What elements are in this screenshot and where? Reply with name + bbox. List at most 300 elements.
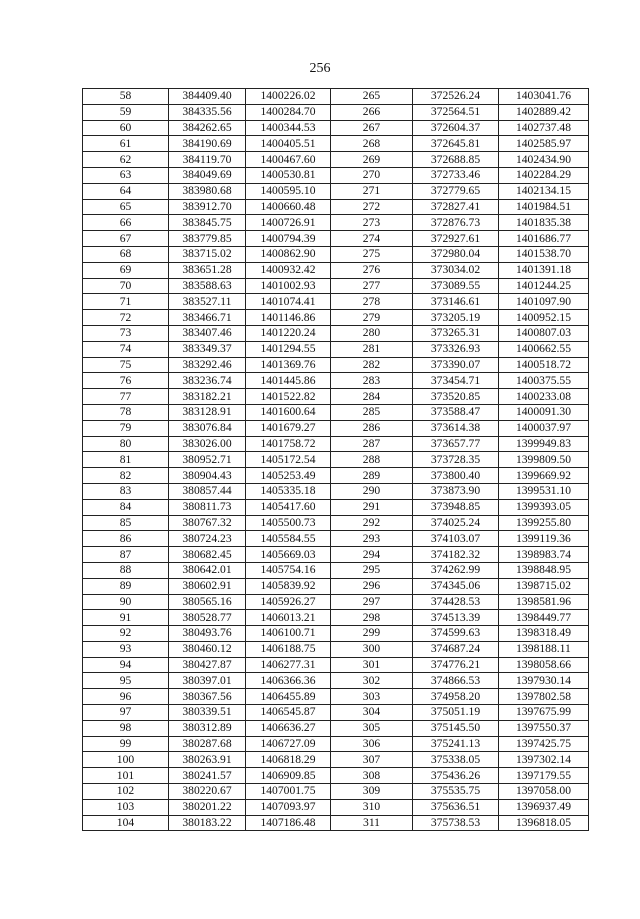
y-coordinate-right: 1398058.66 — [499, 657, 589, 673]
point-number-left: 94 — [83, 657, 169, 673]
y-coordinate-right: 1401835.38 — [499, 215, 589, 231]
y-coordinate-right: 1402737.48 — [499, 120, 589, 136]
x-coordinate-right: 373800.40 — [413, 468, 499, 484]
point-number-left: 92 — [83, 626, 169, 642]
y-coordinate-left: 1406727.09 — [246, 736, 331, 752]
point-number-left: 71 — [83, 294, 169, 310]
y-coordinate-left: 1406277.31 — [246, 657, 331, 673]
table-row — [83, 705, 589, 721]
table-row — [83, 199, 589, 215]
x-coordinate-right: 374428.53 — [413, 594, 499, 610]
point-number-right: 284 — [331, 389, 413, 405]
y-coordinate-left: 1407186.48 — [246, 815, 331, 831]
point-number-left: 91 — [83, 610, 169, 626]
point-number-left: 104 — [83, 815, 169, 831]
point-number-right: 266 — [331, 104, 413, 120]
y-coordinate-left: 1406455.89 — [246, 689, 331, 705]
point-number-right: 277 — [331, 278, 413, 294]
point-number-right: 290 — [331, 483, 413, 499]
y-coordinate-left: 1405926.27 — [246, 594, 331, 610]
table-row — [83, 673, 589, 689]
x-coordinate-right: 374599.63 — [413, 626, 499, 642]
y-coordinate-left: 1406366.36 — [246, 673, 331, 689]
x-coordinate-right: 373588.47 — [413, 404, 499, 420]
point-number-left: 84 — [83, 499, 169, 515]
table-row — [83, 262, 589, 278]
y-coordinate-left: 1405669.03 — [246, 547, 331, 563]
y-coordinate-right: 1399809.50 — [499, 452, 589, 468]
y-coordinate-right: 1402889.42 — [499, 104, 589, 120]
point-number-right: 267 — [331, 120, 413, 136]
x-coordinate-right: 372604.37 — [413, 120, 499, 136]
y-coordinate-left: 1405417.60 — [246, 499, 331, 515]
y-coordinate-left: 1400862.90 — [246, 246, 331, 262]
point-number-left: 96 — [83, 689, 169, 705]
table-row — [83, 357, 589, 373]
point-number-left: 79 — [83, 420, 169, 436]
x-coordinate-right: 373948.85 — [413, 499, 499, 515]
x-coordinate-right: 373205.19 — [413, 310, 499, 326]
y-coordinate-left: 1400226.02 — [246, 89, 331, 105]
y-coordinate-right: 1401097.90 — [499, 294, 589, 310]
x-coordinate-right: 373326.93 — [413, 341, 499, 357]
y-coordinate-right: 1398318.49 — [499, 626, 589, 642]
x-coordinate-left: 383527.11 — [169, 294, 246, 310]
y-coordinate-right: 1402134.15 — [499, 183, 589, 199]
table-row — [83, 578, 589, 594]
point-number-left: 93 — [83, 641, 169, 657]
table-row — [83, 720, 589, 736]
table-row — [83, 641, 589, 657]
y-coordinate-left: 1401369.76 — [246, 357, 331, 373]
point-number-right: 305 — [331, 720, 413, 736]
point-number-left: 74 — [83, 341, 169, 357]
y-coordinate-right: 1397802.58 — [499, 689, 589, 705]
x-coordinate-right: 374776.21 — [413, 657, 499, 673]
x-coordinate-right: 372526.24 — [413, 89, 499, 105]
x-coordinate-right: 375145.50 — [413, 720, 499, 736]
y-coordinate-left: 1401294.55 — [246, 341, 331, 357]
table-row — [83, 373, 589, 389]
x-coordinate-left: 380602.91 — [169, 578, 246, 594]
y-coordinate-right: 1399119.36 — [499, 531, 589, 547]
table-row — [83, 499, 589, 515]
x-coordinate-right: 373146.61 — [413, 294, 499, 310]
x-coordinate-left: 380427.87 — [169, 657, 246, 673]
y-coordinate-left: 1400932.42 — [246, 262, 331, 278]
y-coordinate-right: 1398983.74 — [499, 547, 589, 563]
x-coordinate-left: 380952.71 — [169, 452, 246, 468]
point-number-right: 309 — [331, 784, 413, 800]
point-number-left: 75 — [83, 357, 169, 373]
point-number-left: 81 — [83, 452, 169, 468]
y-coordinate-left: 1405754.16 — [246, 562, 331, 578]
y-coordinate-right: 1397425.75 — [499, 736, 589, 752]
x-coordinate-right: 375051.19 — [413, 705, 499, 721]
point-number-right: 285 — [331, 404, 413, 420]
x-coordinate-right: 374687.24 — [413, 641, 499, 657]
point-number-left: 103 — [83, 799, 169, 815]
x-coordinate-right: 375535.75 — [413, 784, 499, 800]
x-coordinate-right: 374182.32 — [413, 547, 499, 563]
table-row — [83, 468, 589, 484]
x-coordinate-left: 380811.73 — [169, 499, 246, 515]
point-number-left: 89 — [83, 578, 169, 594]
point-number-right: 272 — [331, 199, 413, 215]
y-coordinate-right: 1397302.14 — [499, 752, 589, 768]
x-coordinate-left: 383236.74 — [169, 373, 246, 389]
x-coordinate-left: 383980.68 — [169, 183, 246, 199]
point-number-right: 307 — [331, 752, 413, 768]
x-coordinate-left: 380904.43 — [169, 468, 246, 484]
x-coordinate-left: 383588.63 — [169, 278, 246, 294]
point-number-right: 304 — [331, 705, 413, 721]
y-coordinate-left: 1406636.27 — [246, 720, 331, 736]
x-coordinate-right: 372779.65 — [413, 183, 499, 199]
table-row — [83, 215, 589, 231]
point-number-right: 300 — [331, 641, 413, 657]
x-coordinate-left: 383182.21 — [169, 389, 246, 405]
x-coordinate-left: 383651.28 — [169, 262, 246, 278]
y-coordinate-right: 1397675.99 — [499, 705, 589, 721]
x-coordinate-left: 380397.01 — [169, 673, 246, 689]
x-coordinate-left: 380493.76 — [169, 626, 246, 642]
table-row — [83, 799, 589, 815]
x-coordinate-left: 384409.40 — [169, 89, 246, 105]
table-row — [83, 483, 589, 499]
point-number-right: 268 — [331, 136, 413, 152]
y-coordinate-left: 1407093.97 — [246, 799, 331, 815]
y-coordinate-right: 1398715.02 — [499, 578, 589, 594]
x-coordinate-right: 374262.99 — [413, 562, 499, 578]
x-coordinate-left: 383779.85 — [169, 231, 246, 247]
point-number-left: 87 — [83, 547, 169, 563]
table-row — [83, 167, 589, 183]
table-row — [83, 752, 589, 768]
table-row — [83, 689, 589, 705]
point-number-left: 85 — [83, 515, 169, 531]
point-number-left: 76 — [83, 373, 169, 389]
y-coordinate-right: 1401984.51 — [499, 199, 589, 215]
y-coordinate-left: 1407001.75 — [246, 784, 331, 800]
table-row — [83, 120, 589, 136]
point-number-right: 287 — [331, 436, 413, 452]
y-coordinate-left: 1405335.18 — [246, 483, 331, 499]
y-coordinate-left: 1405584.55 — [246, 531, 331, 547]
table-row — [83, 136, 589, 152]
y-coordinate-right: 1402434.90 — [499, 152, 589, 168]
point-number-left: 72 — [83, 310, 169, 326]
point-number-left: 88 — [83, 562, 169, 578]
table-row — [83, 278, 589, 294]
x-coordinate-left: 383076.84 — [169, 420, 246, 436]
x-coordinate-left: 380241.57 — [169, 768, 246, 784]
x-coordinate-left: 383407.46 — [169, 325, 246, 341]
y-coordinate-left: 1405839.92 — [246, 578, 331, 594]
y-coordinate-left: 1400530.81 — [246, 167, 331, 183]
x-coordinate-left: 380263.91 — [169, 752, 246, 768]
x-coordinate-right: 375338.05 — [413, 752, 499, 768]
x-coordinate-right: 374513.39 — [413, 610, 499, 626]
table-row — [83, 183, 589, 199]
point-number-left: 90 — [83, 594, 169, 610]
x-coordinate-right: 372876.73 — [413, 215, 499, 231]
point-number-right: 310 — [331, 799, 413, 815]
y-coordinate-right: 1399531.10 — [499, 483, 589, 499]
coordinate-table — [82, 88, 589, 831]
point-number-left: 69 — [83, 262, 169, 278]
point-number-right: 265 — [331, 89, 413, 105]
table-row — [83, 815, 589, 831]
page-number: 256 — [309, 61, 331, 76]
y-coordinate-left: 1400344.53 — [246, 120, 331, 136]
table-row — [83, 341, 589, 357]
x-coordinate-right: 372564.51 — [413, 104, 499, 120]
point-number-right: 298 — [331, 610, 413, 626]
y-coordinate-right: 1398848.95 — [499, 562, 589, 578]
x-coordinate-left: 383912.70 — [169, 199, 246, 215]
table-row — [83, 515, 589, 531]
x-coordinate-right: 375436.26 — [413, 768, 499, 784]
x-coordinate-left: 383026.00 — [169, 436, 246, 452]
x-coordinate-left: 383128.91 — [169, 404, 246, 420]
y-coordinate-left: 1401074.41 — [246, 294, 331, 310]
y-coordinate-right: 1397550.37 — [499, 720, 589, 736]
x-coordinate-left: 383292.46 — [169, 357, 246, 373]
point-number-right: 294 — [331, 547, 413, 563]
x-coordinate-right: 373614.38 — [413, 420, 499, 436]
y-coordinate-right: 1397930.14 — [499, 673, 589, 689]
point-number-left: 65 — [83, 199, 169, 215]
y-coordinate-left: 1400467.60 — [246, 152, 331, 168]
y-coordinate-right: 1401244.25 — [499, 278, 589, 294]
point-number-left: 73 — [83, 325, 169, 341]
point-number-right: 301 — [331, 657, 413, 673]
y-coordinate-left: 1401146.86 — [246, 310, 331, 326]
table-row — [83, 768, 589, 784]
point-number-left: 66 — [83, 215, 169, 231]
x-coordinate-right: 373657.77 — [413, 436, 499, 452]
y-coordinate-left: 1401522.82 — [246, 389, 331, 405]
table-row — [83, 594, 589, 610]
y-coordinate-right: 1400662.55 — [499, 341, 589, 357]
point-number-left: 78 — [83, 404, 169, 420]
point-number-left: 83 — [83, 483, 169, 499]
x-coordinate-left: 380682.45 — [169, 547, 246, 563]
x-coordinate-right: 372980.04 — [413, 246, 499, 262]
x-coordinate-left: 380339.51 — [169, 705, 246, 721]
y-coordinate-left: 1401220.24 — [246, 325, 331, 341]
x-coordinate-right: 373390.07 — [413, 357, 499, 373]
y-coordinate-left: 1406818.29 — [246, 752, 331, 768]
table-row — [83, 294, 589, 310]
table-row — [83, 547, 589, 563]
x-coordinate-right: 372645.81 — [413, 136, 499, 152]
y-coordinate-right: 1400233.08 — [499, 389, 589, 405]
y-coordinate-right: 1403041.76 — [499, 89, 589, 105]
point-number-right: 276 — [331, 262, 413, 278]
point-number-right: 279 — [331, 310, 413, 326]
x-coordinate-right: 373089.55 — [413, 278, 499, 294]
y-coordinate-right: 1397179.55 — [499, 768, 589, 784]
point-number-right: 308 — [331, 768, 413, 784]
y-coordinate-right: 1400375.55 — [499, 373, 589, 389]
point-number-left: 62 — [83, 152, 169, 168]
table-row — [83, 610, 589, 626]
point-number-left: 77 — [83, 389, 169, 405]
point-number-left: 59 — [83, 104, 169, 120]
y-coordinate-right: 1399393.05 — [499, 499, 589, 515]
x-coordinate-left: 380767.32 — [169, 515, 246, 531]
point-number-right: 286 — [331, 420, 413, 436]
y-coordinate-right: 1399949.83 — [499, 436, 589, 452]
table-row — [83, 325, 589, 341]
y-coordinate-right: 1402284.29 — [499, 167, 589, 183]
x-coordinate-left: 380642.01 — [169, 562, 246, 578]
x-coordinate-left: 380220.67 — [169, 784, 246, 800]
y-coordinate-left: 1400595.10 — [246, 183, 331, 199]
point-number-right: 311 — [331, 815, 413, 831]
y-coordinate-right: 1401538.70 — [499, 246, 589, 262]
table-row — [83, 420, 589, 436]
y-coordinate-left: 1400726.91 — [246, 215, 331, 231]
x-coordinate-right: 375241.13 — [413, 736, 499, 752]
table-row — [83, 657, 589, 673]
x-coordinate-right: 373265.31 — [413, 325, 499, 341]
y-coordinate-left: 1400405.51 — [246, 136, 331, 152]
y-coordinate-left: 1401758.72 — [246, 436, 331, 452]
x-coordinate-right: 373728.35 — [413, 452, 499, 468]
point-number-right: 302 — [331, 673, 413, 689]
x-coordinate-right: 375738.53 — [413, 815, 499, 831]
y-coordinate-right: 1400952.15 — [499, 310, 589, 326]
x-coordinate-right: 373034.02 — [413, 262, 499, 278]
x-coordinate-right: 373454.71 — [413, 373, 499, 389]
x-coordinate-left: 380183.22 — [169, 815, 246, 831]
point-number-right: 295 — [331, 562, 413, 578]
y-coordinate-right: 1399669.92 — [499, 468, 589, 484]
point-number-left: 61 — [83, 136, 169, 152]
point-number-left: 58 — [83, 89, 169, 105]
point-number-right: 269 — [331, 152, 413, 168]
y-coordinate-left: 1401600.64 — [246, 404, 331, 420]
x-coordinate-right: 374958.20 — [413, 689, 499, 705]
x-coordinate-right: 372688.85 — [413, 152, 499, 168]
y-coordinate-right: 1398449.77 — [499, 610, 589, 626]
point-number-left: 64 — [83, 183, 169, 199]
x-coordinate-left: 384262.65 — [169, 120, 246, 136]
y-coordinate-right: 1400807.03 — [499, 325, 589, 341]
y-coordinate-right: 1400518.72 — [499, 357, 589, 373]
y-coordinate-right: 1400037.97 — [499, 420, 589, 436]
point-number-right: 278 — [331, 294, 413, 310]
point-number-right: 282 — [331, 357, 413, 373]
x-coordinate-right: 372733.46 — [413, 167, 499, 183]
table-row — [83, 89, 589, 105]
y-coordinate-left: 1406013.21 — [246, 610, 331, 626]
table-row — [83, 389, 589, 405]
point-number-left: 95 — [83, 673, 169, 689]
table-row — [83, 562, 589, 578]
point-number-right: 299 — [331, 626, 413, 642]
x-coordinate-left: 380724.23 — [169, 531, 246, 547]
x-coordinate-left: 380857.44 — [169, 483, 246, 499]
y-coordinate-right: 1402585.97 — [499, 136, 589, 152]
table-row — [83, 104, 589, 120]
y-coordinate-right: 1400091.30 — [499, 404, 589, 420]
x-coordinate-left: 380287.68 — [169, 736, 246, 752]
x-coordinate-left: 384335.56 — [169, 104, 246, 120]
table-row — [83, 246, 589, 262]
point-number-right: 280 — [331, 325, 413, 341]
x-coordinate-left: 380528.77 — [169, 610, 246, 626]
x-coordinate-right: 374345.06 — [413, 578, 499, 594]
y-coordinate-right: 1396818.05 — [499, 815, 589, 831]
y-coordinate-right: 1396937.49 — [499, 799, 589, 815]
point-number-left: 68 — [83, 246, 169, 262]
y-coordinate-left: 1400794.39 — [246, 231, 331, 247]
x-coordinate-right: 374866.53 — [413, 673, 499, 689]
y-coordinate-left: 1401679.27 — [246, 420, 331, 436]
y-coordinate-right: 1401391.18 — [499, 262, 589, 278]
x-coordinate-left: 380367.56 — [169, 689, 246, 705]
point-number-right: 297 — [331, 594, 413, 610]
point-number-left: 102 — [83, 784, 169, 800]
point-number-right: 291 — [331, 499, 413, 515]
y-coordinate-right: 1398188.11 — [499, 641, 589, 657]
y-coordinate-left: 1406100.71 — [246, 626, 331, 642]
y-coordinate-right: 1401686.77 — [499, 231, 589, 247]
point-number-left: 99 — [83, 736, 169, 752]
table-row — [83, 310, 589, 326]
point-number-right: 281 — [331, 341, 413, 357]
y-coordinate-left: 1400284.70 — [246, 104, 331, 120]
x-coordinate-right: 372827.41 — [413, 199, 499, 215]
x-coordinate-left: 384119.70 — [169, 152, 246, 168]
point-number-right: 306 — [331, 736, 413, 752]
table-row — [83, 626, 589, 642]
x-coordinate-left: 383845.75 — [169, 215, 246, 231]
table-row — [83, 784, 589, 800]
point-number-left: 97 — [83, 705, 169, 721]
y-coordinate-left: 1400660.48 — [246, 199, 331, 215]
point-number-left: 60 — [83, 120, 169, 136]
y-coordinate-right: 1399255.80 — [499, 515, 589, 531]
x-coordinate-right: 374103.07 — [413, 531, 499, 547]
table-row — [83, 452, 589, 468]
y-coordinate-left: 1401002.93 — [246, 278, 331, 294]
point-number-left: 98 — [83, 720, 169, 736]
x-coordinate-left: 383715.02 — [169, 246, 246, 262]
point-number-left: 101 — [83, 768, 169, 784]
point-number-left: 80 — [83, 436, 169, 452]
x-coordinate-left: 384190.69 — [169, 136, 246, 152]
x-coordinate-left: 384049.69 — [169, 167, 246, 183]
point-number-right: 293 — [331, 531, 413, 547]
point-number-left: 86 — [83, 531, 169, 547]
y-coordinate-left: 1405253.49 — [246, 468, 331, 484]
point-number-right: 289 — [331, 468, 413, 484]
point-number-right: 270 — [331, 167, 413, 183]
x-coordinate-right: 373520.85 — [413, 389, 499, 405]
point-number-right: 288 — [331, 452, 413, 468]
table-row — [83, 231, 589, 247]
x-coordinate-right: 375636.51 — [413, 799, 499, 815]
table-row — [83, 404, 589, 420]
point-number-right: 275 — [331, 246, 413, 262]
y-coordinate-left: 1406909.85 — [246, 768, 331, 784]
table-row — [83, 436, 589, 452]
